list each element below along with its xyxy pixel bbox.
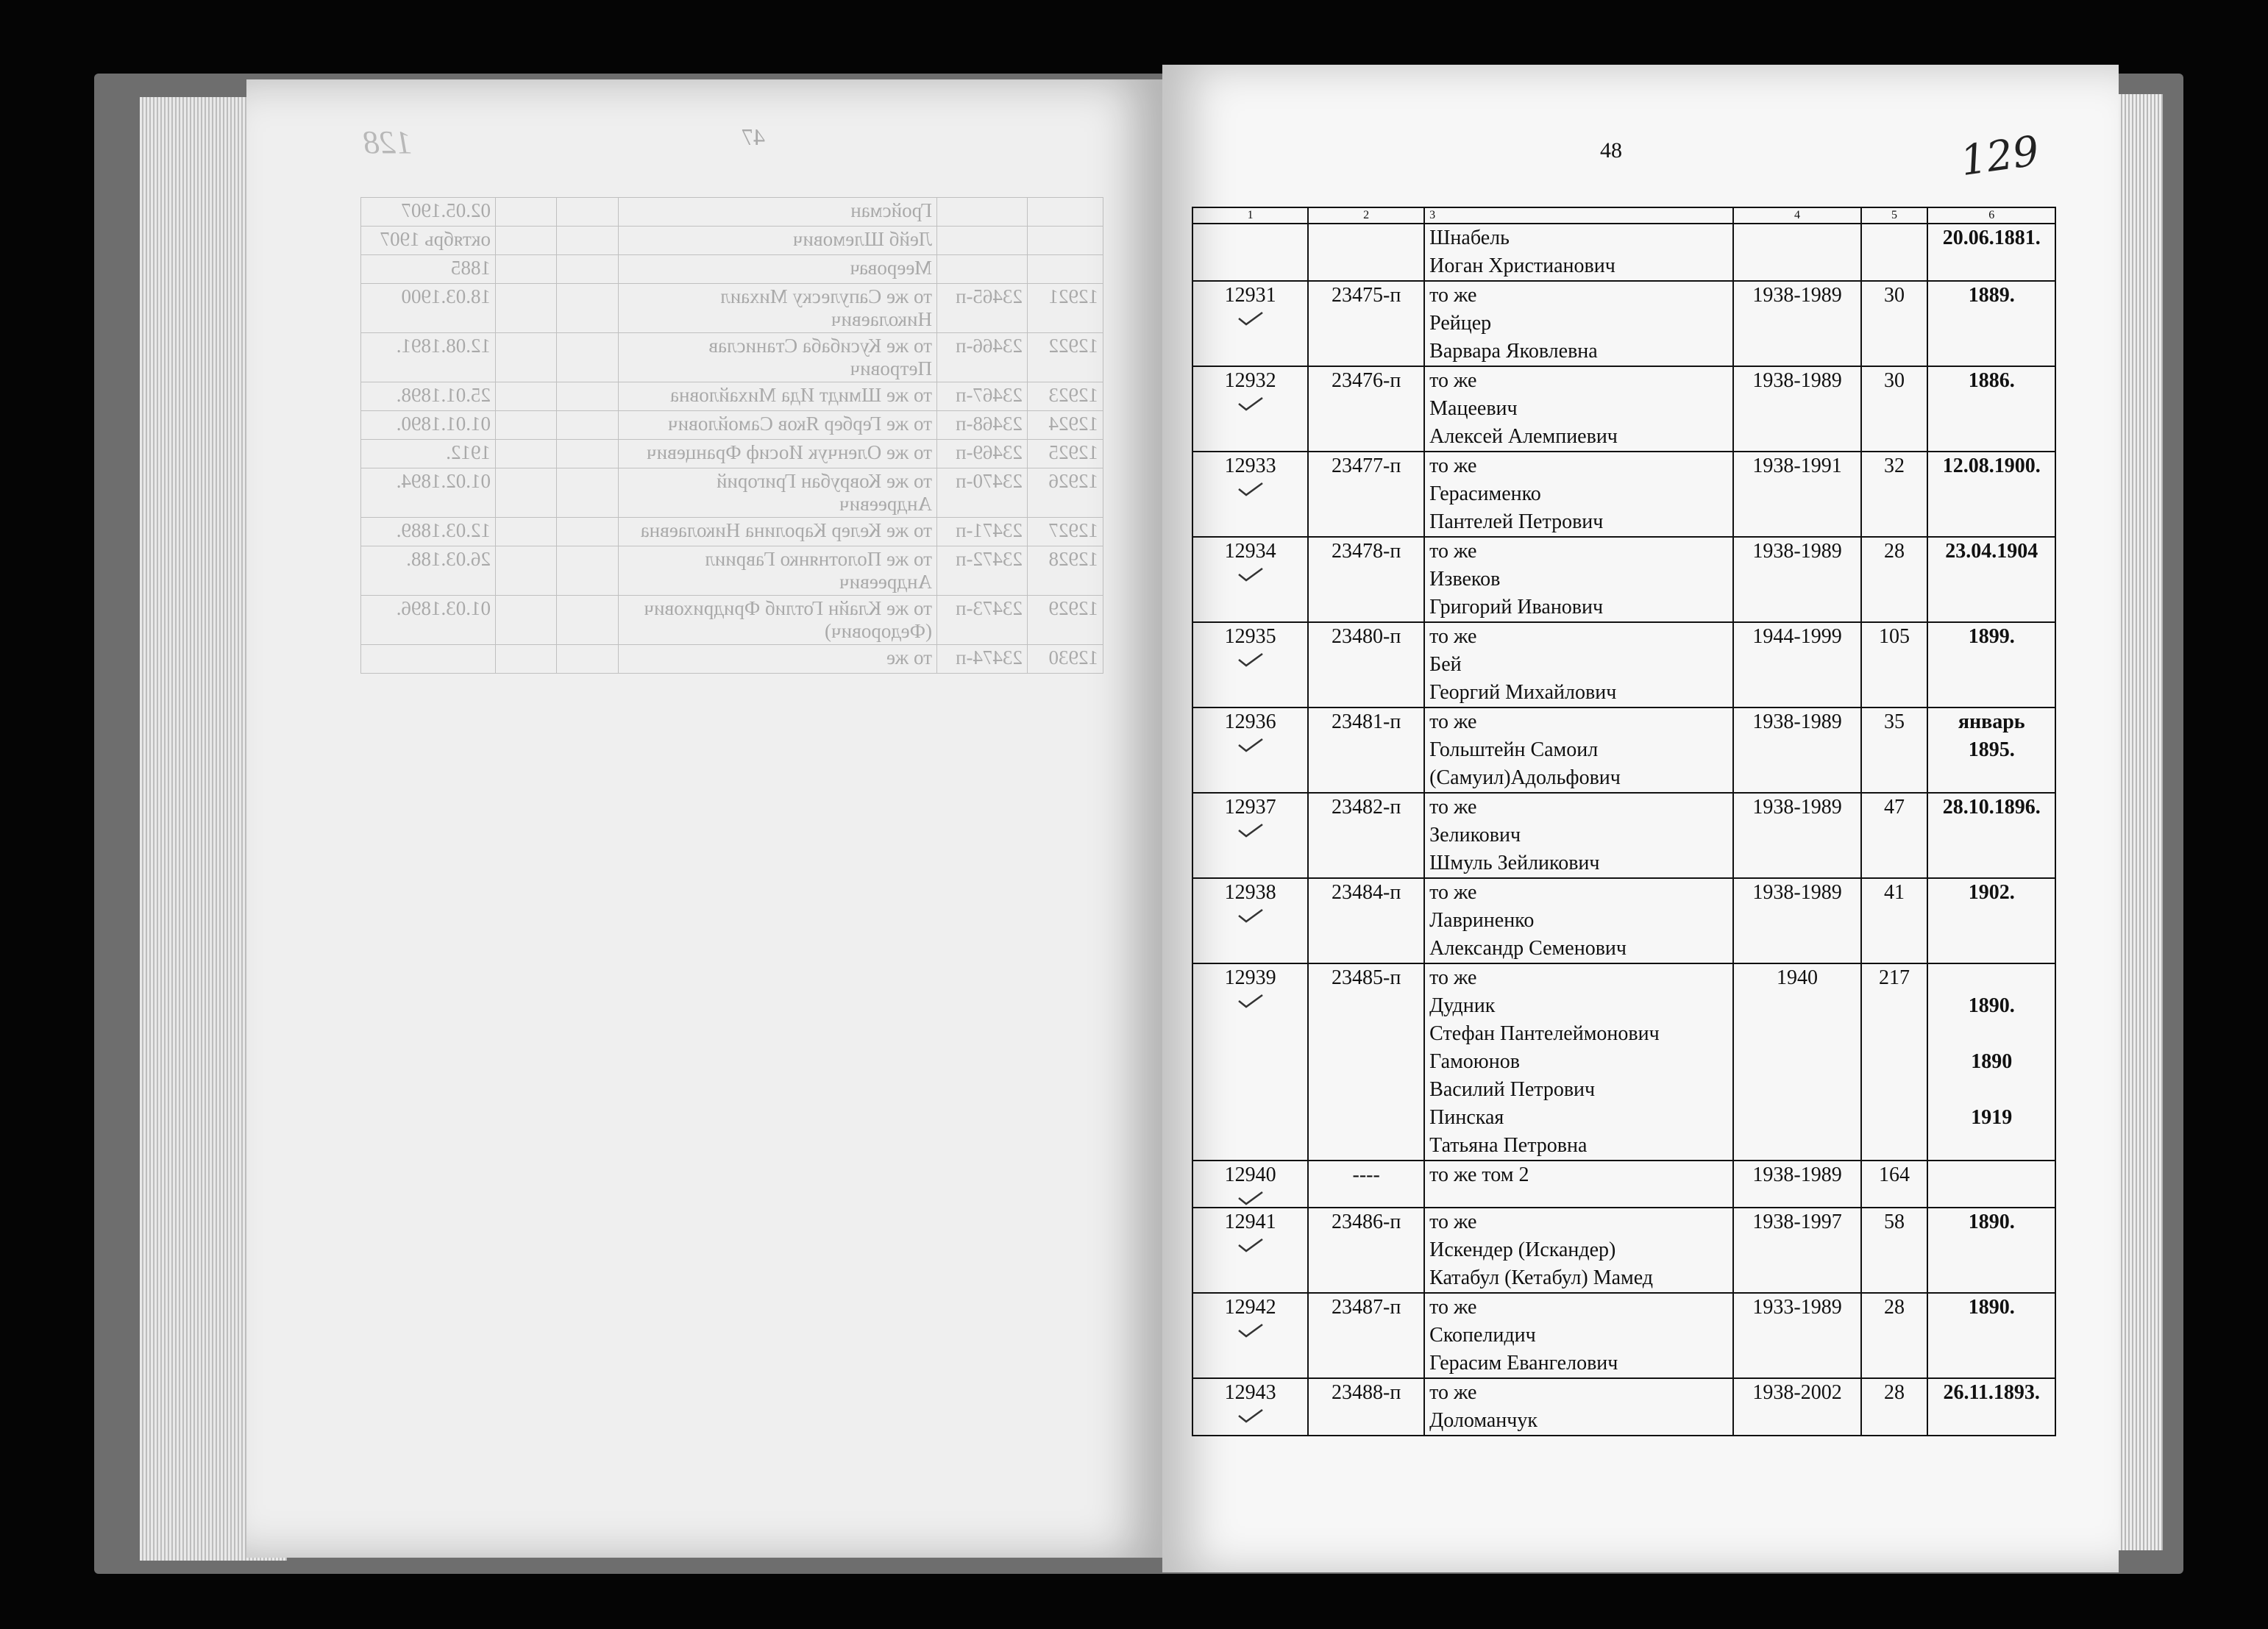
years-cell: 1938-1989	[1733, 1161, 1860, 1208]
name-line: то же	[1429, 540, 1477, 563]
checkmark-icon	[1236, 1322, 1265, 1339]
name-line: то же	[1429, 1211, 1477, 1233]
birth-date-cell	[1927, 1293, 2055, 1378]
ghost-cell: 01.01.1890.	[361, 411, 496, 440]
ghost-row	[361, 227, 1103, 255]
ghost-cell	[496, 468, 558, 518]
ghost-cell	[496, 596, 558, 645]
ghost-cell	[1028, 255, 1103, 284]
ghost-cell: 25.01.1898.	[361, 382, 496, 411]
birth-date-cell	[1927, 878, 2055, 963]
record-number: 12937	[1224, 796, 1276, 819]
name-line: Иоган Христианович	[1429, 254, 1615, 277]
ghost-cell: то же Кусибаба Станислав Петрович	[619, 333, 937, 382]
ghost-cell	[557, 518, 619, 546]
years-cell: 1938-1991	[1733, 452, 1860, 537]
birth-date-cell	[1927, 1378, 2055, 1436]
name-line: то же	[1429, 710, 1477, 733]
name-line: Пинская	[1429, 1106, 1504, 1129]
name-line: Александр Семенович	[1429, 937, 1627, 960]
checkmark-icon	[1236, 736, 1265, 754]
ghost-cell: Лейб Шлемович	[619, 227, 937, 255]
name-line: Дудник	[1429, 994, 1496, 1017]
table-row	[1192, 1161, 2055, 1208]
ghost-cell: 01.02.1894.	[361, 468, 496, 518]
name-line: Рейцер	[1429, 312, 1492, 335]
ghost-cell: 12925	[1028, 440, 1103, 468]
birth-date-cell	[1927, 537, 2055, 622]
ghost-cell: то же Клайн Готлиб Фридрихович (Федорович)	[619, 596, 937, 645]
ghost-cell: 23468-п	[937, 411, 1028, 440]
record-number: 12936	[1224, 710, 1276, 733]
name-cell	[1424, 1161, 1733, 1208]
record-number: 12932	[1224, 369, 1276, 392]
ghost-cell: 23467-п	[937, 382, 1028, 411]
checkmark-icon	[1236, 480, 1265, 498]
ghost-cell	[557, 546, 619, 596]
ghost-cell	[496, 411, 558, 440]
record-number: 12941	[1224, 1211, 1276, 1233]
archive-code-cell: 23485-п	[1308, 963, 1424, 1161]
ghost-cell: то же Оленчук Иосиф Францевич	[619, 440, 937, 468]
count-cell: 30	[1861, 281, 1928, 366]
col-header-6: 6	[1927, 207, 2055, 224]
left-page	[246, 79, 1162, 1558]
ghost-cell: 12.03.1889.	[361, 518, 496, 546]
ghost-cell	[1028, 198, 1103, 227]
count-cell: 32	[1861, 452, 1928, 537]
ghost-cell	[496, 518, 558, 546]
record-number: 12935	[1224, 625, 1276, 648]
name-line: Доломанчук	[1429, 1409, 1538, 1432]
ghost-cell: 18.03.1900	[361, 284, 496, 333]
archive-code-cell: 23488-п	[1308, 1378, 1424, 1436]
ghost-cell	[496, 284, 558, 333]
name-line: (Самуил)Адольфович	[1429, 766, 1621, 789]
name-line: то же	[1429, 796, 1477, 819]
ghost-row	[361, 198, 1103, 227]
ghost-row	[361, 645, 1103, 674]
years-cell: 1938-1989	[1733, 537, 1860, 622]
birth-date-cell	[1927, 1208, 2055, 1293]
archive-code-cell	[1308, 224, 1424, 281]
register-table	[1192, 207, 2056, 1436]
name-cell	[1424, 452, 1733, 537]
ghost-row	[361, 468, 1103, 518]
birth-date-cell	[1927, 963, 2055, 1161]
years-cell: 1938-1989	[1733, 281, 1860, 366]
count-cell: 28	[1861, 537, 1928, 622]
checkmark-icon	[1236, 310, 1265, 327]
archive-code-cell: 23482-п	[1308, 793, 1424, 878]
ghost-cell: 12926	[1028, 468, 1103, 518]
ghost-cell	[557, 411, 619, 440]
count-cell: 47	[1861, 793, 1928, 878]
ghost-cell	[496, 546, 558, 596]
table-row	[1192, 281, 2055, 366]
name-line: Извеков	[1429, 568, 1501, 591]
birth-date-line: 20.06.1881.	[1942, 227, 2041, 249]
ghost-cell: Мееровач	[619, 255, 937, 284]
name-line: Бей	[1429, 653, 1462, 676]
birth-date-line: январь	[1958, 710, 2025, 733]
table-row	[1192, 622, 2055, 707]
ghost-cell	[496, 198, 558, 227]
record-number: 12938	[1224, 881, 1276, 904]
record-number: 12940	[1224, 1163, 1276, 1186]
name-cell	[1424, 366, 1733, 452]
ghost-cell: 12930	[1028, 645, 1103, 674]
ghost-cell: 12929	[1028, 596, 1103, 645]
birth-date-cell	[1927, 707, 2055, 793]
col-header-5: 5	[1861, 207, 1928, 224]
table-row	[1192, 878, 2055, 963]
years-cell: 1940	[1733, 963, 1860, 1161]
years-cell: 1938-1989	[1733, 707, 1860, 793]
record-number-cell	[1192, 707, 1308, 793]
years-cell: 1938-1989	[1733, 793, 1860, 878]
archive-code-cell: 23478-п	[1308, 537, 1424, 622]
name-cell	[1424, 1208, 1733, 1293]
ghost-cell: Гройсман	[619, 198, 937, 227]
ghost-cell: 1912.	[361, 440, 496, 468]
name-cell	[1424, 1293, 1733, 1378]
ghost-cell: 23472-п	[937, 546, 1028, 596]
ghost-cell: 02.05.1907	[361, 198, 496, 227]
record-number-cell	[1192, 1378, 1308, 1436]
ghost-cell: 23465-п	[937, 284, 1028, 333]
checkmark-icon	[1236, 821, 1265, 839]
ghost-cell	[557, 596, 619, 645]
ghost-cell: то же Полотнянко Гавриил Андреевич	[619, 546, 937, 596]
archive-code-cell: 23475-п	[1308, 281, 1424, 366]
birth-date-line: 1890.	[1968, 994, 2015, 1017]
ghost-cell: 23473-п	[937, 596, 1028, 645]
table-row	[1192, 366, 2055, 452]
name-line: Зеликович	[1429, 824, 1521, 846]
archive-code-cell: ----	[1308, 1161, 1424, 1208]
checkmark-icon	[1236, 566, 1265, 583]
name-line: то же	[1429, 369, 1477, 392]
name-line: то же	[1429, 881, 1477, 904]
birth-date-line: 1889.	[1968, 284, 2015, 307]
ghost-cell	[937, 198, 1028, 227]
ghost-row	[361, 518, 1103, 546]
birth-date-cell	[1927, 224, 2055, 281]
ghost-cell: то же Гербер Яков Самойлович	[619, 411, 937, 440]
record-number: 12931	[1224, 284, 1276, 307]
name-line: Катабул (Кетабул) Мамед	[1429, 1266, 1654, 1289]
name-cell	[1424, 224, 1733, 281]
record-number-cell	[1192, 1293, 1308, 1378]
left-ghost-table	[360, 197, 1103, 674]
right-page-handwritten-mark: 129	[1957, 126, 2042, 186]
name-line: Герасим Евангелович	[1429, 1352, 1618, 1375]
name-cell	[1424, 281, 1733, 366]
ghost-row	[361, 333, 1103, 382]
table-row	[1192, 707, 2055, 793]
name-line: Алексей Алемпиевич	[1429, 425, 1618, 448]
count-cell: 28	[1861, 1378, 1928, 1436]
ghost-cell: 12923	[1028, 382, 1103, 411]
name-line: Лавриненко	[1429, 909, 1535, 932]
name-line: Григорий Иванович	[1429, 596, 1604, 619]
ghost-cell	[496, 440, 558, 468]
checkmark-icon	[1236, 395, 1265, 413]
archive-code-cell: 23476-п	[1308, 366, 1424, 452]
name-line: то же	[1429, 625, 1477, 648]
birth-date-line: 26.11.1893.	[1943, 1381, 2040, 1404]
name-cell	[1424, 793, 1733, 878]
checkmark-icon	[1236, 992, 1265, 1010]
name-line: Татьяна Петровна	[1429, 1134, 1588, 1157]
record-number-cell	[1192, 1208, 1308, 1293]
count-cell: 217	[1861, 963, 1928, 1161]
ghost-cell	[496, 333, 558, 382]
record-number-cell	[1192, 963, 1308, 1161]
ghost-cell: то же Сапулеску Михаил Николаевич	[619, 284, 937, 333]
table-row	[1192, 1293, 2055, 1378]
birth-date-cell	[1927, 366, 2055, 452]
ghost-row	[361, 382, 1103, 411]
ghost-cell: 12927	[1028, 518, 1103, 546]
record-number: 12934	[1224, 540, 1276, 563]
ghost-cell	[496, 227, 558, 255]
ghost-cell	[496, 645, 558, 674]
ghost-cell: 23466-п	[937, 333, 1028, 382]
count-cell: 41	[1861, 878, 1928, 963]
years-cell: 1933-1989	[1733, 1293, 1860, 1378]
name-line: то же	[1429, 284, 1477, 307]
ghost-cell: то же	[619, 645, 937, 674]
years-cell: 1938-1997	[1733, 1208, 1860, 1293]
name-cell	[1424, 622, 1733, 707]
checkmark-icon	[1236, 1407, 1265, 1425]
name-line: Георгий Михайлович	[1429, 681, 1617, 704]
ghost-row	[361, 411, 1103, 440]
table-row	[1192, 537, 2055, 622]
name-line: Скопелидич	[1429, 1324, 1536, 1347]
ghost-cell	[496, 255, 558, 284]
name-line: то же	[1429, 1381, 1477, 1404]
record-number: 12933	[1224, 455, 1276, 477]
count-cell: 105	[1861, 622, 1928, 707]
count-cell	[1861, 224, 1928, 281]
ghost-cell: 12922	[1028, 333, 1103, 382]
ghost-cell: то же Келер Каролина Николаевна	[619, 518, 937, 546]
ghost-cell	[557, 255, 619, 284]
col-header-3: 3	[1424, 207, 1733, 224]
name-line: то же	[1429, 1296, 1477, 1319]
birth-date-line: 1890.	[1968, 1296, 2015, 1319]
table-row	[1192, 452, 2055, 537]
ghost-cell: 12.08.1891.	[361, 333, 496, 382]
name-line: Шнабель	[1429, 227, 1510, 249]
archive-code-cell: 23480-п	[1308, 622, 1424, 707]
table-row	[1192, 793, 2055, 878]
name-line: Мацеевич	[1429, 397, 1518, 420]
col-header-4: 4	[1733, 207, 1860, 224]
ghost-cell: 1885	[361, 255, 496, 284]
ghost-cell: 12928	[1028, 546, 1103, 596]
count-cell: 30	[1861, 366, 1928, 452]
record-number-cell	[1192, 224, 1308, 281]
ghost-row	[361, 440, 1103, 468]
record-number-cell	[1192, 281, 1308, 366]
ghost-cell	[557, 468, 619, 518]
name-line: Гольштейн Самоил	[1429, 738, 1599, 761]
name-line: то же	[1429, 966, 1477, 989]
ghost-cell: то же Коврубан Григорий Андреевич	[619, 468, 937, 518]
ghost-cell: 26.03.188.	[361, 546, 496, 596]
record-number-cell	[1192, 452, 1308, 537]
col-header-2: 2	[1308, 207, 1424, 224]
name-line: то же том 2	[1429, 1163, 1529, 1186]
table-row	[1192, 963, 2055, 1161]
ghost-cell	[496, 382, 558, 411]
ghost-cell	[557, 284, 619, 333]
birth-date-line: 1890	[1971, 1050, 2013, 1073]
ghost-cell	[937, 227, 1028, 255]
birth-date-cell	[1927, 793, 2055, 878]
archive-code-cell: 23484-п	[1308, 878, 1424, 963]
record-number: 12939	[1224, 966, 1276, 989]
name-line: Шмуль Зейликович	[1429, 852, 1600, 874]
ghost-cell: 23469-п	[937, 440, 1028, 468]
name-line: Гамоюнов	[1429, 1050, 1520, 1073]
table-row	[1192, 224, 2055, 281]
name-cell	[1424, 878, 1733, 963]
years-cell	[1733, 224, 1860, 281]
left-page-handwritten-mark: 128	[363, 124, 412, 160]
name-line: Варвара Яковлевна	[1429, 340, 1598, 363]
ghost-row	[361, 284, 1103, 333]
archive-code-cell: 23481-п	[1308, 707, 1424, 793]
ghost-cell: 23474-п	[937, 645, 1028, 674]
ghost-cell	[557, 440, 619, 468]
name-cell	[1424, 537, 1733, 622]
years-cell: 1944-1999	[1733, 622, 1860, 707]
ghost-cell: то же Шмидт Ида Михайловна	[619, 382, 937, 411]
birth-date-cell	[1927, 452, 2055, 537]
ghost-cell	[557, 645, 619, 674]
birth-date-cell	[1927, 281, 2055, 366]
birth-date-line: 23.04.1904	[1945, 540, 2038, 563]
checkmark-icon	[1236, 1189, 1265, 1207]
birth-date-line: 1902.	[1968, 881, 2015, 904]
ghost-cell: 23470-п	[937, 468, 1028, 518]
column-number-row	[1192, 207, 2055, 224]
years-cell: 1938-2002	[1733, 1378, 1860, 1436]
record-number: 12942	[1224, 1296, 1276, 1319]
ghost-row	[361, 255, 1103, 284]
name-cell	[1424, 1378, 1733, 1436]
name-line: Искендер (Искандер)	[1429, 1238, 1616, 1261]
record-number-cell	[1192, 366, 1308, 452]
record-number-cell	[1192, 793, 1308, 878]
table-row	[1192, 1208, 2055, 1293]
name-line: Пантелей Петрович	[1429, 510, 1604, 533]
col-header-1: 1	[1192, 207, 1308, 224]
birth-date-line: 1919	[1971, 1106, 2013, 1129]
record-number-cell	[1192, 537, 1308, 622]
ghost-cell: 23471-п	[937, 518, 1028, 546]
ghost-cell: октябрь 1907	[361, 227, 496, 255]
ghost-row	[361, 596, 1103, 645]
name-line: Василий Петрович	[1429, 1078, 1596, 1101]
ghost-row	[361, 546, 1103, 596]
ghost-cell	[557, 227, 619, 255]
archive-code-cell: 23477-п	[1308, 452, 1424, 537]
archive-code-cell: 23487-п	[1308, 1293, 1424, 1378]
birth-date-line: 1890.	[1968, 1211, 2015, 1233]
ghost-cell	[557, 198, 619, 227]
record-number-cell	[1192, 1161, 1308, 1208]
table-row	[1192, 1378, 2055, 1436]
birth-date-cell	[1927, 1161, 2055, 1208]
checkmark-icon	[1236, 1236, 1265, 1254]
years-cell: 1938-1989	[1733, 878, 1860, 963]
archive-code-cell: 23486-п	[1308, 1208, 1424, 1293]
record-number: 12943	[1224, 1381, 1276, 1404]
ghost-cell	[937, 255, 1028, 284]
record-number-cell	[1192, 622, 1308, 707]
name-line: Герасименко	[1429, 482, 1541, 505]
ghost-cell	[557, 333, 619, 382]
right-page-number: 48	[1600, 138, 1622, 163]
ghost-cell	[361, 645, 496, 674]
ghost-cell: 01.03.1896.	[361, 596, 496, 645]
name-line: Стефан Пантелеймонович	[1429, 1022, 1660, 1045]
birth-date-line: 12.08.1900.	[1942, 455, 2041, 477]
years-cell: 1938-1989	[1733, 366, 1860, 452]
name-line: то же	[1429, 455, 1477, 477]
ghost-cell: 12924	[1028, 411, 1103, 440]
birth-date-line: 1895.	[1968, 738, 2015, 761]
birth-date-cell	[1927, 622, 2055, 707]
birth-date-line: 28.10.1896.	[1942, 796, 2041, 819]
ghost-cell	[557, 382, 619, 411]
checkmark-icon	[1236, 651, 1265, 669]
record-number-cell	[1192, 878, 1308, 963]
checkmark-icon	[1236, 907, 1265, 924]
ghost-cell: 12921	[1028, 284, 1103, 333]
birth-date-line: 1886.	[1968, 369, 2015, 392]
name-cell	[1424, 963, 1733, 1161]
left-page-number: 47	[742, 124, 765, 150]
birth-date-line: 1899.	[1968, 625, 2015, 648]
count-cell: 28	[1861, 1293, 1928, 1378]
count-cell: 35	[1861, 707, 1928, 793]
left-page-showthrough	[246, 79, 1162, 1558]
count-cell: 164	[1861, 1161, 1928, 1208]
name-cell	[1424, 707, 1733, 793]
ghost-cell	[1028, 227, 1103, 255]
count-cell: 58	[1861, 1208, 1928, 1293]
